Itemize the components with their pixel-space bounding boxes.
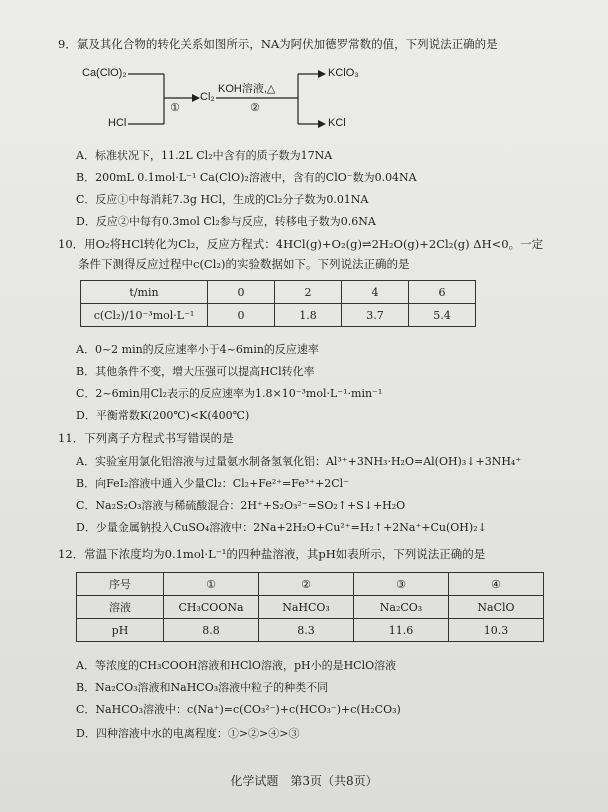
table-cell: ② — [259, 573, 354, 596]
q12-table — [76, 572, 544, 642]
q9-option-b: B．200mL 0.1mol·L⁻¹ Ca(ClO)₂溶液中，含有的ClO⁻数为0.04NA — [76, 171, 417, 184]
table-cell: 3.7 — [342, 304, 409, 327]
table-row — [81, 304, 476, 327]
table-cell: 1.8 — [275, 304, 342, 327]
table-cell: ③ — [354, 573, 449, 596]
q10-stem-cont: 条件下测得反应过程中c(Cl₂)的实验数据如下。下列说法正确的是 — [78, 257, 410, 271]
table-cell: t/min — [81, 281, 208, 304]
table-cell: 溶液 — [77, 596, 164, 619]
q12-stem: 12．常温下浓度均为0.1mol·L⁻¹的四种盐溶液，其pH如表所示，下列说法正确的是 — [58, 547, 486, 561]
table-cell: 8.3 — [259, 619, 354, 642]
table-row — [77, 573, 544, 596]
q9-option-a: A．标准状况下，11.2L Cl₂中含有的质子数为17NA — [76, 149, 333, 162]
table-cell: c(Cl₂)/10⁻³mol·L⁻¹ — [81, 304, 208, 327]
q9-diagram — [78, 60, 378, 140]
q12-option-b: B．Na₂CO₃溶液和NaHCO₃溶液中粒子的种类不同 — [76, 681, 329, 694]
table-cell: 4 — [342, 281, 409, 304]
table-cell: 0 — [208, 304, 275, 327]
kclo3-label: KClO₃ — [328, 67, 359, 79]
q11-stem: 11．下列离子方程式书写错误的是 — [58, 431, 234, 445]
table-cell: ① — [164, 573, 259, 596]
q9-option-c: C．反应①中每消耗7.3g HCl，生成的Cl₂分子数为0.01NA — [76, 193, 369, 206]
table-cell: ④ — [449, 573, 544, 596]
q10-option-d: D．平衡常数K(200℃)<K(400℃) — [76, 409, 250, 422]
q11-option-b: B．向FeI₂溶液中通入少量Cl₂：Cl₂+Fe²⁺=Fe³⁺+2Cl⁻ — [76, 477, 349, 490]
step1-label: ① — [170, 102, 180, 114]
q10-table — [80, 280, 476, 327]
table-cell: 5.4 — [409, 304, 476, 327]
table-row — [81, 281, 476, 304]
table-cell: 6 — [409, 281, 476, 304]
page-footer: 化学试题 第3页（共8页） — [230, 774, 378, 788]
q9-option-d: D．反应②中每有0.3mol Cl₂参与反应，转移电子数为0.6NA — [76, 215, 376, 228]
step2-label: ② — [250, 102, 260, 114]
hcl-label: HCl — [108, 117, 127, 129]
q9-stem: 9．氯及其化合物的转化关系如图所示，NA为阿伏加德罗常数的值，下列说法正确的是 — [58, 37, 498, 51]
table-cell: 序号 — [77, 573, 164, 596]
cl2-label: Cl₂ — [200, 91, 215, 103]
q11-option-c: C．Na₂S₂O₃溶液与稀硫酸混合：2H⁺+S₂O₃²⁻=SO₂↑+S↓+H₂O — [76, 499, 406, 512]
q12-option-d: D．四种溶液中水的电离程度：①>②>④>③ — [76, 727, 300, 740]
table-row — [77, 619, 544, 642]
q10-option-b: B．其他条件不变，增大压强可以提高HCl转化率 — [76, 365, 315, 378]
ca-clo2-label: Ca(ClO)₂ — [82, 67, 127, 79]
table-row — [77, 596, 544, 619]
q10-stem: 10．用O₂将HCl转化为Cl₂，反应方程式：4HCl(g)+O₂(g)⇌2H₂O(g)+2Cl₂(g) ΔH<0。一定 — [58, 237, 544, 251]
table-cell: 0 — [208, 281, 275, 304]
table-cell: 11.6 — [354, 619, 449, 642]
table-cell: 8.8 — [164, 619, 259, 642]
q11-option-a: A．实验室用氯化铝溶液与过量氨水制备氢氧化铝：Al³⁺+3NH₃·H₂O=Al(OH)₃↓+3NH₄⁺ — [76, 455, 522, 468]
q12-option-c: C．NaHCO₃溶液中：c(Na⁺)=c(CO₃²⁻)+c(HCO₃⁻)+c(H₂CO₃) — [76, 703, 401, 716]
table-cell: NaClO — [449, 596, 544, 619]
kcl-label: KCl — [328, 117, 346, 129]
table-cell: 10.3 — [449, 619, 544, 642]
koh-label: KOH溶液,△ — [218, 83, 276, 95]
q12-option-a: A．等浓度的CH₃COOH溶液和HClO溶液，pH小的是HClO溶液 — [76, 659, 397, 672]
table-cell: pH — [77, 619, 164, 642]
q10-option-c: C．2~6min用Cl₂表示的反应速率为1.8×10⁻³mol·L⁻¹·min⁻¹ — [76, 387, 383, 400]
table-cell: NaHCO₃ — [259, 596, 354, 619]
q11-option-d: D．少量金属钠投入CuSO₄溶液中：2Na+2H₂O+Cu²⁺=H₂↑+2Na⁺+Cu(OH)₂↓ — [76, 521, 487, 534]
table-cell: CH₃COONa — [164, 596, 259, 619]
table-cell: 2 — [275, 281, 342, 304]
table-cell: Na₂CO₃ — [354, 596, 449, 619]
q10-option-a: A．0~2 min的反应速率小于4~6min的反应速率 — [76, 343, 319, 356]
